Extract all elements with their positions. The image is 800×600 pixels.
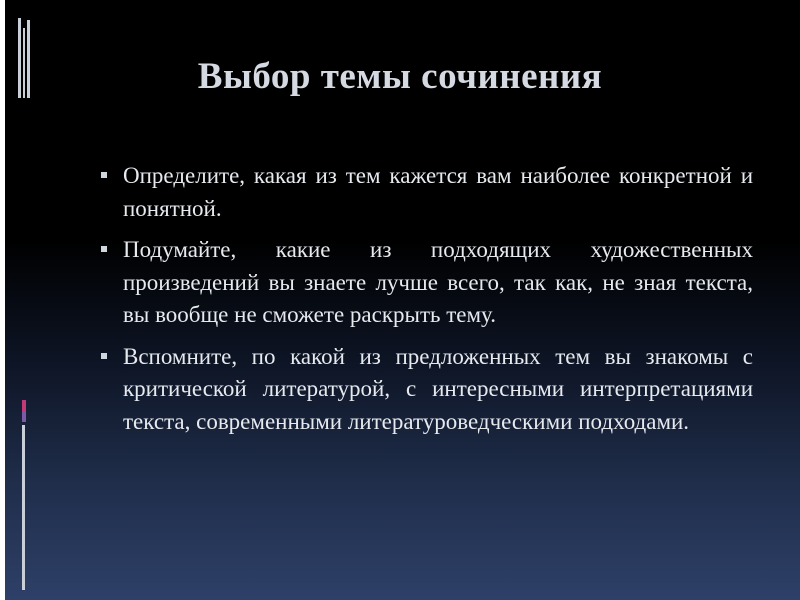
bullet-marker-icon	[101, 172, 107, 178]
bullet-text: Подумайте, какие из подходящих художественных произведений вы знаете лучше всего, так как, не зная текста, вы вообще не сможете раскрыть тему.	[123, 237, 753, 327]
decor-bar	[27, 20, 30, 98]
decor-bar	[23, 28, 25, 98]
left-margin-strip	[0, 0, 5, 600]
bullet-item	[95, 234, 753, 332]
decor-bar	[18, 18, 21, 98]
bullet-text: Вспомните, по какой из предложенных тем вы знакомы с критической литературой, с интересными интерпретациями текста, современными литературоведческими подходами.	[123, 343, 753, 434]
bullet-item	[95, 341, 753, 439]
decor-accent-purple	[22, 412, 26, 422]
bullet-marker-icon	[101, 353, 107, 359]
slide-title: Выбор темы сочинения	[197, 56, 603, 97]
bullet-list	[95, 160, 753, 447]
bullet-marker-icon	[101, 246, 107, 252]
bullet-text: Определите, какая из тем кажется вам наиболее конкретной и понятной.	[123, 163, 753, 221]
decor-bar	[22, 425, 25, 590]
bullet-item	[95, 160, 753, 225]
decor-accent-pink	[22, 400, 26, 412]
